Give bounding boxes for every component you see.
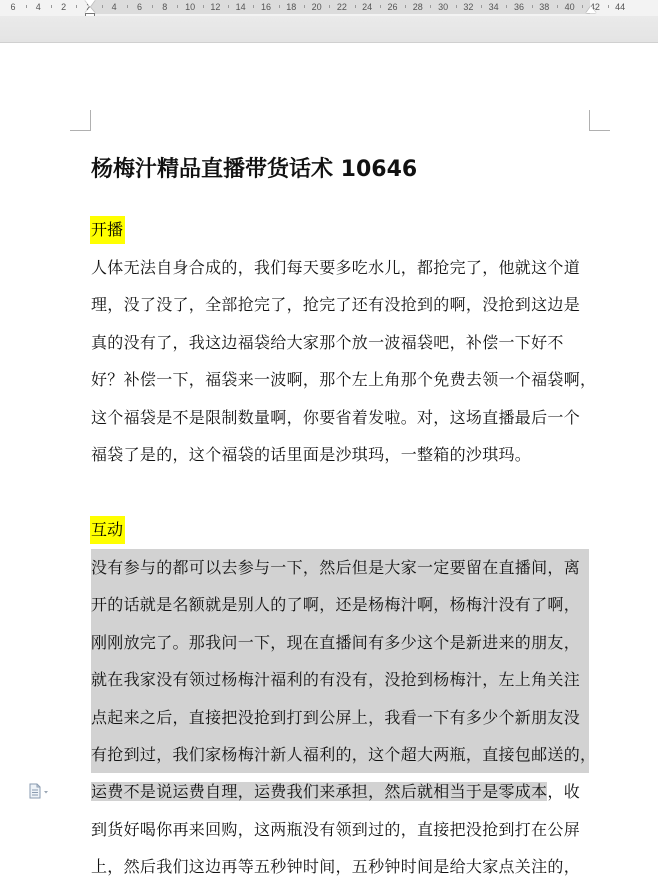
ruler-tick	[279, 5, 280, 8]
ruler-tick	[102, 5, 103, 8]
paragraph-line: 上，然后我们这边再等五秒钟时间，五秒钟时间是给大家点关注的，	[91, 857, 581, 877]
ruler-number: 38	[539, 2, 550, 12]
ruler-tick	[177, 5, 178, 8]
ruler-number: 2	[86, 2, 92, 12]
ruler-tick	[481, 5, 482, 8]
ruler-tick	[253, 5, 254, 8]
ruler-tick	[26, 5, 27, 8]
ruler-number: 10	[185, 2, 196, 12]
ruler-number: 42	[589, 2, 600, 12]
ruler-number: 22	[336, 2, 347, 12]
paragraph-line: 到货好喝你再来回购，这两瓶没有领到过的，直接把没抢到打在公屏	[91, 819, 581, 839]
ruler-number: 36	[513, 2, 525, 12]
ruler-number: 44	[615, 2, 626, 12]
selected-line: 点起来之后，直接把没抢到打到公屏上，我看一下有多少个新朋友没	[91, 699, 589, 736]
section-heading-kaibo[interactable]: 开播	[90, 216, 125, 244]
ruler-number: 34	[488, 2, 499, 12]
document-title[interactable]: 杨梅汁精品直播带货话术 10646	[91, 157, 418, 182]
ruler-number: 14	[235, 2, 246, 12]
ruler-tick	[355, 5, 356, 8]
ruler-tick	[532, 5, 533, 8]
ruler-number: 16	[260, 2, 272, 12]
ruler-tick	[380, 5, 381, 8]
selected-line: 刚刚放完了。那我问一下，现在直播间有多少这个是新进来的朋友，	[91, 624, 589, 661]
ruler-number: 26	[387, 2, 398, 12]
ruler-number: 24	[362, 2, 373, 12]
ruler-tick	[557, 5, 558, 8]
section-heading-hudong[interactable]: 互动	[90, 516, 125, 544]
paragraph-line: 真的没有了，我这边福袋给大家那个放一波福袋吧，补偿一下好不	[91, 332, 564, 352]
partially-selected-line	[91, 773, 589, 810]
ruler-tick	[430, 5, 431, 8]
ruler-tick	[329, 5, 330, 8]
ruler-tick	[608, 5, 609, 8]
paragraph-line: 理，没了没了，全部抢完了，抢完了还有没抢到的啊，没抢到这边是	[91, 295, 581, 315]
section-paragraph-kaibo[interactable]	[91, 249, 597, 473]
first-line-indent-marker[interactable]	[85, 0, 95, 7]
ruler-number: 6	[136, 2, 143, 12]
unselected-text: ，收	[547, 782, 581, 802]
paragraph-line: 人体无法自身合成的，我们每天要多吃水儿，都抢完了，他就这个道	[91, 258, 581, 277]
ruler-number: 40	[564, 2, 575, 12]
ruler-number: 4	[35, 2, 41, 12]
paragraph-line: 这个福袋是不是限制数量啊，你要省着发啦。对，这场直播最后一个	[91, 407, 581, 427]
workspace-background	[0, 16, 658, 43]
ruler-number: 4	[111, 2, 117, 12]
ruler-number: 8	[162, 2, 168, 12]
ruler-tick	[203, 5, 204, 8]
ruler-tick	[51, 5, 52, 8]
ruler-tick	[152, 5, 153, 8]
ruler-number: 18	[286, 2, 297, 12]
ruler-tick	[127, 5, 128, 8]
ruler-tick	[582, 5, 583, 8]
horizontal-ruler[interactable]	[0, 0, 658, 16]
ruler-number: 28	[412, 2, 423, 12]
selected-line: 没有参与的都可以去参与一下，然后但是大家一定要留在直播间，离	[91, 549, 589, 586]
document-icon[interactable]	[28, 783, 50, 799]
ruler-number: 20	[311, 2, 322, 12]
paragraph-line: 福袋了是的，这个福袋的话里面是沙琪玛，一整箱的沙琪玛。	[91, 444, 532, 464]
ruler-tick	[456, 5, 457, 8]
selected-line: 开的话就是名额就是别人的了啊，还是杨梅汁啊，杨梅汁没有了啊，	[91, 586, 589, 623]
ruler-number: 2	[61, 2, 67, 12]
section-paragraph-hudong[interactable]	[91, 549, 597, 886]
ruler-number: 32	[463, 2, 474, 12]
selected-text: 运费不是说运费自理，运费我们来承担，然后就相当于是零成本	[91, 782, 548, 802]
ruler-tick	[506, 5, 507, 8]
ruler-tick	[76, 5, 77, 8]
selected-line: 有抢到过，我们家杨梅汁新人福利的，这个超大两瓶，直接包邮送的，	[91, 736, 589, 773]
ruler-number: 12	[210, 2, 221, 12]
selected-line: 就在我家没有领过杨梅汁福利的有没有，没抢到杨梅汁，左上角关注	[91, 661, 589, 698]
paragraph-line: 好？补偿一下，福袋来一波啊，那个左上角那个免费去领一个福袋啊，	[91, 370, 597, 390]
margin-corner-top-right	[589, 110, 610, 131]
ruler-tick	[304, 5, 305, 8]
ruler-tick	[405, 5, 406, 8]
ruler-tick	[228, 5, 229, 8]
ruler-number: 30	[438, 2, 449, 12]
right-indent-marker[interactable]	[586, 6, 596, 13]
margin-corner-top-left	[70, 110, 91, 131]
ruler-number: 6	[10, 2, 16, 12]
